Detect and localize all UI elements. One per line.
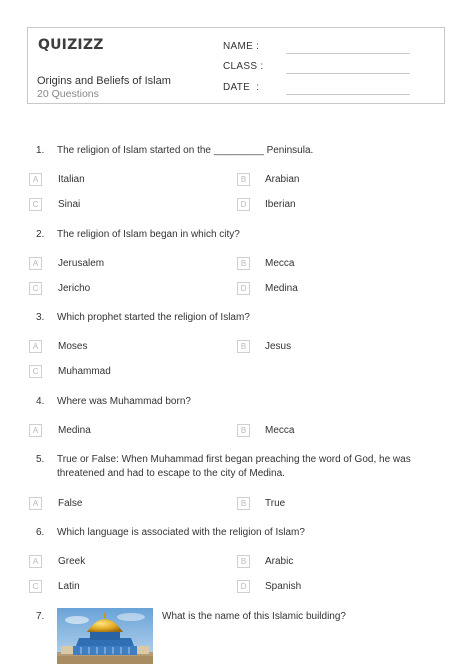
question-count: 20 Questions [37,88,99,100]
option-text[interactable]: Mecca [265,258,295,269]
question-text: Which language is associated with the religion of Islam? [57,527,305,538]
question-text: The religion of Islam began in which city? [57,229,240,240]
worksheet-title: Origins and Beliefs of Islam [37,75,171,87]
option-text[interactable]: Jericho [58,283,91,294]
option-text[interactable]: Jerusalem [58,258,105,269]
question-number: 3. [36,312,45,323]
option-letter[interactable]: C [29,282,42,295]
name-field[interactable] [286,53,410,54]
class-label: CLASS : [223,61,264,72]
option-letter[interactable]: A [29,173,42,186]
option-letter[interactable]: B [237,424,250,437]
option-text[interactable]: Muhammad [58,366,111,377]
option-text[interactable]: Mecca [265,425,295,436]
option-text[interactable]: Jesus [265,341,292,352]
option-letter[interactable]: D [237,282,250,295]
option-text[interactable]: Iberian [265,199,296,210]
option-text[interactable]: Greek [58,556,86,567]
option-text[interactable]: True [265,498,286,509]
question-text: Where was Muhammad born? [57,396,191,407]
option-text[interactable]: Italian [58,174,85,185]
option-text[interactable]: False [58,498,83,509]
option-letter[interactable]: B [237,340,250,353]
option-text[interactable]: Moses [58,341,88,352]
option-text[interactable]: Sinai [58,199,81,210]
date-label: DATE : [223,82,260,93]
question-text: True or False: When Muhammad first began preaching the word of God, he was threatened and had to escape to the city of Medina. [57,454,411,479]
option-letter[interactable]: A [29,555,42,568]
option-text[interactable]: Medina [265,283,298,294]
question-text: Which prophet started the religion of Islam? [57,312,250,323]
option-letter[interactable]: D [237,580,250,593]
option-text[interactable]: Latin [58,581,80,592]
quizizz-logo: QUIZIZZ [38,37,104,53]
question-number: 6. [36,527,45,538]
option-letter[interactable]: A [29,424,42,437]
option-letter[interactable]: C [29,365,42,378]
option-letter[interactable]: B [237,497,250,510]
option-text[interactable]: Arabian [265,174,300,185]
name-label: NAME : [223,41,260,52]
option-text[interactable]: Arabic [265,556,294,567]
date-field[interactable] [286,94,410,95]
option-letter[interactable]: A [29,257,42,270]
option-letter[interactable]: D [237,198,250,211]
option-text[interactable]: Spanish [265,581,302,592]
class-field[interactable] [286,73,410,74]
option-letter[interactable]: A [29,497,42,510]
option-letter[interactable]: B [237,173,250,186]
option-letter[interactable]: C [29,198,42,211]
question-number: 5. [36,454,45,465]
question-text: The religion of Islam started on the _________ Peninsula. [57,145,314,156]
option-letter[interactable]: B [237,257,250,270]
option-text[interactable]: Medina [58,425,91,436]
option-letter[interactable]: C [29,580,42,593]
option-letter[interactable]: B [237,555,250,568]
question-number: 2. [36,229,45,240]
option-letter[interactable]: A [29,340,42,353]
question-number: 4. [36,396,45,407]
question-text: What is the name of this Islamic building? [162,611,346,622]
dome-of-the-rock-image [57,608,153,664]
question-number: 1. [36,145,45,156]
question-number: 7. [36,611,45,622]
